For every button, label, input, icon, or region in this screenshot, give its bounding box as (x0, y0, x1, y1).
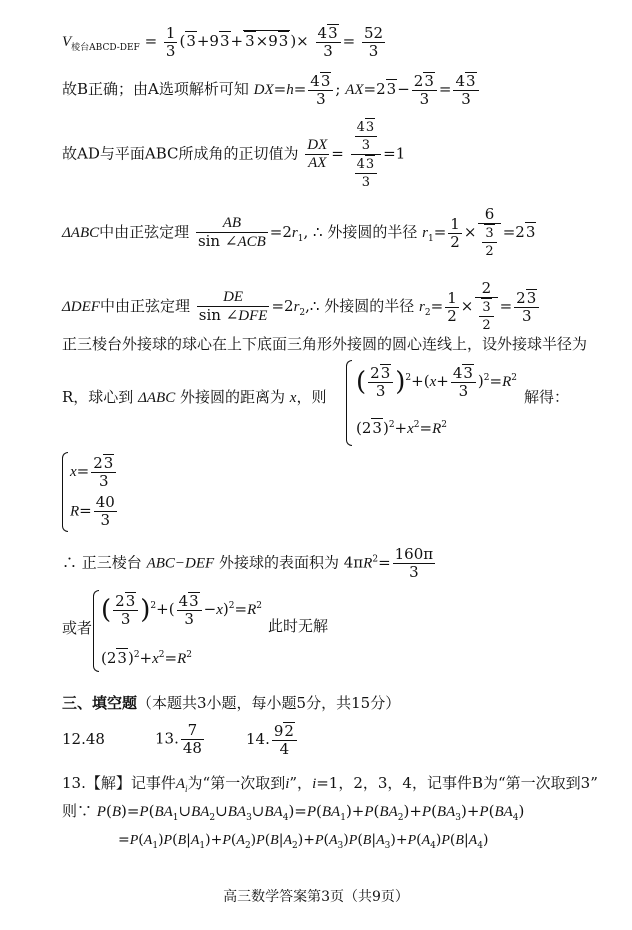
answer-14-label: 14. (246, 730, 270, 748)
answer-14: 14. $\frac{92}{4}$ (246, 722, 299, 758)
system1-eq1: ( $\frac{23}{3}$ )$^2$+(x+ $\frac{43}{3}$ )$^2=R^2$ (356, 364, 517, 400)
q13-head: 13.【解】记事件 (62, 774, 176, 792)
volume-formula: $V_{棱台ABCD-DEF}$ = $\frac{1}{3}$ (3+93+ 3×93 )× $\frac{43}{3}$ = $\frac{52}{3}$ (62, 23, 384, 60)
line3-text: 故AD与平面ABC所成角的正切值为 (62, 144, 299, 163)
line7-solve (524, 386, 569, 407)
system-brace-3 (93, 590, 99, 672)
no-solution (268, 615, 328, 636)
system1-eq2: $(23)^2+x^2=R^2$ (356, 419, 448, 437)
line9-text2: 外接球的表面积为 (218, 553, 339, 572)
solution-x: x= $\frac{23}{3}$ (70, 454, 118, 490)
line-sphere-center (62, 333, 587, 354)
line7-b: 外接圆的距离为 (180, 388, 286, 406)
line-distance: R，球心到 ΔABC 外接圆的距离为 x，则 (62, 388, 327, 406)
system-brace-2 (62, 452, 68, 532)
section-title: 三、填空题 (62, 694, 138, 712)
system-brace-1 (346, 360, 352, 446)
system3-eq2: $(23)^2+x^2=R^2$ (101, 649, 193, 667)
page-footer: 高三数学答案第3页（共9页） (223, 889, 409, 905)
answers-row (62, 730, 105, 748)
section-note: （本题共3小题，每小题5分，共15分） (137, 694, 401, 712)
line-tangent: 故AD与平面ABC所成角的正切值为 $\frac{DX}{AX}$ = $\frac{\frac{43}{3}}{\frac{43}{3}}$ =1 (62, 120, 406, 190)
line6-text: 正三棱台外接球的球心在上下底面三角形外接圆的圆心连线上，设外接球半径为 (62, 335, 588, 353)
q13-mid2: ”， (289, 774, 313, 792)
solution-r: R= $\frac{40}{3}$ (70, 493, 115, 529)
line-dx-ax: 故B正确；由A选项解析可知 DX=h= $\frac{43}{3}$ ; AX=23− $\frac{23}{3}$ = $\frac{43}{3}$ (62, 72, 481, 108)
q13-intro: 13.【解】记事件$A_i$为“第一次取到i”，i=1，2，3，4，记事件B为“第一次取到3” (62, 774, 598, 794)
line4-text: 中由正弦定理 (99, 223, 190, 241)
q13-formula-1: 则∵ $P(B)=P(BA_1\cup BA_2\cup BA_3\cup BA_4)=P(BA_1)+P(BA_2)+P(BA_3)+P(BA_4)$ (62, 802, 525, 823)
answer-13-label: 13. (155, 729, 179, 748)
line10-text2: 此时无解 (268, 617, 329, 635)
answer-12: 12.48 (62, 730, 105, 748)
line2-text: 故B正确；由A选项解析可知 (62, 80, 249, 98)
q13-formula-2: $=P(A_1)P(B|A_1)+P(A_2)P(B|A_2)+P(A_3)P(B|A_3)+P(A_4)P(B|A_4)$ (118, 832, 489, 851)
line-alternative (62, 617, 92, 638)
volume-symbol: V (62, 34, 72, 50)
line5-text: 中由正弦定理 (99, 297, 190, 315)
answer-13: 13. $\frac{7}{48}$ (155, 721, 202, 757)
system3-eq1: ( $\frac{23}{3}$ )$^2$+( $\frac{43}{3}$ $-x)^2=R^2$ (101, 592, 262, 628)
line5-text2: 外接圆的半径 (324, 297, 415, 315)
line4-text2: 外接圆的半径 (327, 223, 418, 241)
q13-then: 则∵ (62, 802, 93, 820)
line-abc-sine: ΔABC中由正弦定理 $\frac{AB}{\text{sin ∠ACB}}$ $=2r_1$, ∴ 外接圆的半径 $r_1=$ $\frac{1}{2}$ × $\frac{6}{\frac{3}{2}}$ =23 (62, 205, 536, 259)
line7-c: ，则 (296, 388, 327, 406)
q13-mid: 为“第一次取到 (187, 774, 286, 792)
line-surface-area: ∴ 正三棱台 ABC−DEF 外接球的表面积为 $4\pi R^2=$ $\frac{160\pi}{3}$ (62, 545, 434, 581)
line-def-sine: ΔDEF中由正弦定理 $\frac{DE}{\text{sin ∠DFE}}$ $=2r_2,\therefore$ 外接圆的半径 $r_2=$ $\frac{1}{2}$ × $\frac{2}{\frac{3}{2}}$ = $\frac{23}{3}$ (62, 280, 541, 334)
line7-d: 解得： (524, 388, 570, 406)
line7-a: R，球心到 (62, 388, 134, 406)
q13-range: =1，2，3，4，记事件B为“第一次取到3” (316, 774, 598, 792)
line10-text: 或者 (62, 619, 93, 637)
line9-text: ∴ 正三棱台 (62, 553, 142, 572)
section-heading (62, 692, 400, 713)
volume-subscript: 棱台ABCD-DEF (71, 43, 140, 53)
